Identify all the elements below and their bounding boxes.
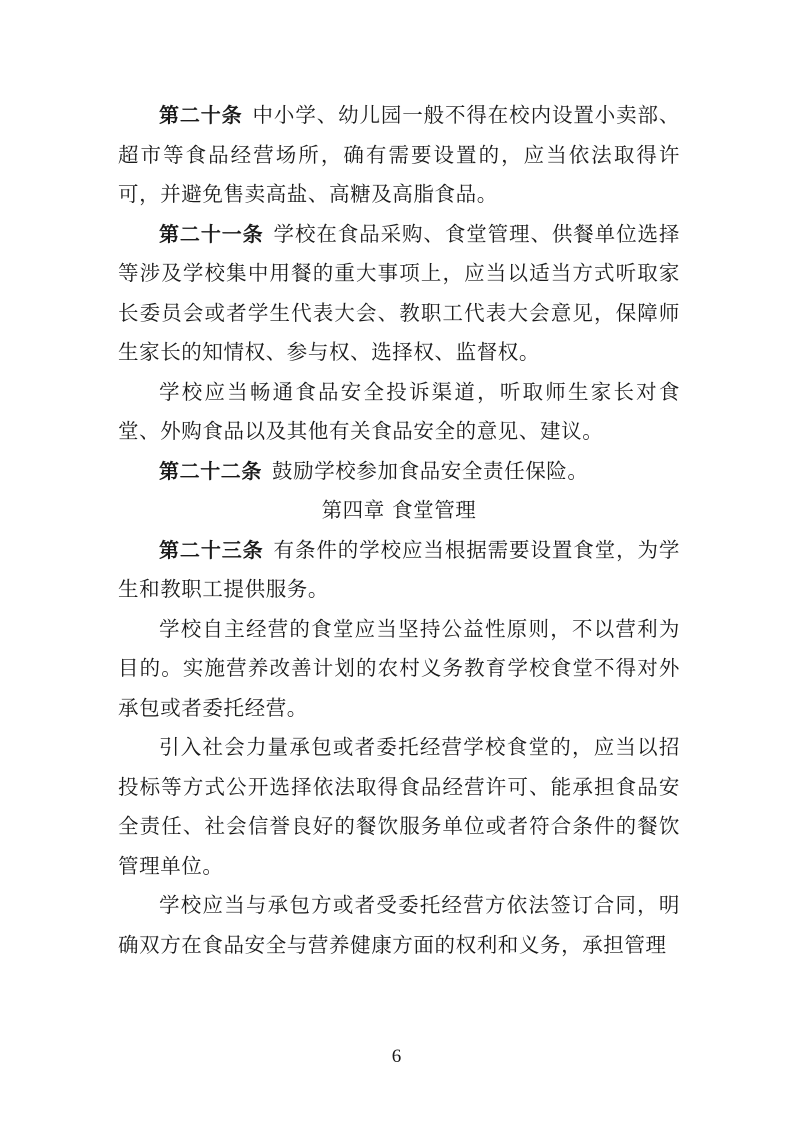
paragraph-text: 学校应当畅通食品安全投诉渠道，听取师生家长对食堂、外购食品以及其他有关食品安全的意见、建议。 <box>118 379 680 443</box>
article-number: 第二十一条 <box>159 221 264 246</box>
article-paragraph <box>118 96 680 215</box>
paragraph-text: 学校自主经营的食堂应当坚持公益性原则，不以营利为目的。实施营养改善计划的农村义务教育学校食堂不得对外承包或者委托经营。 <box>118 616 680 720</box>
page-number: 6 <box>391 1046 402 1067</box>
paragraph-text: 引入社会力量承包或者委托经营学校食堂的，应当以招投标等方式公开选择依法取得食品经营许可、能承担食品安全责任、社会信誉良好的餐饮服务单位或者符合条件的餐饮管理单位。 <box>118 735 680 878</box>
article-number: 第二十条 <box>159 103 243 127</box>
paragraph-text: 学校应当与承包方或者受委托经营方依法签订合同，明确双方在食品安全与营养健康方面的权利和义务，承担管理 <box>118 893 680 957</box>
paragraph-text: 中小学、幼儿园一般不得在校内设置小卖部、超市等食品经营场所，确有需要设置的，应当依法取得许可，并避免售卖高盐、高糖及高脂食品。 <box>118 103 680 206</box>
article-number: 第二十二条 <box>159 458 262 483</box>
article-paragraph <box>118 531 680 610</box>
body-paragraph <box>118 886 680 965</box>
article-number: 第二十三条 <box>159 537 264 562</box>
paragraph-text: 学校在食品采购、食堂管理、供餐单位选择等涉及学校集中用餐的重大事项上，应当以适当方式听取家长委员会或者学生代表大会、教职工代表大会意见，保障师生家长的知情权、参与权、选择权、监督权。 <box>118 221 680 364</box>
paragraph-text: 鼓励学校参加食品安全责任保险。 <box>272 458 589 483</box>
body-paragraph <box>118 373 680 452</box>
article-paragraph <box>118 452 680 492</box>
document-page <box>118 96 680 965</box>
body-paragraph <box>118 610 680 729</box>
body-paragraph <box>118 728 680 886</box>
paragraph-text: 有条件的学校应当根据需要设置食堂，为学生和教职工提供服务。 <box>118 537 680 601</box>
chapter-title: 第四章 食堂管理 <box>321 498 477 522</box>
article-paragraph <box>118 215 680 373</box>
